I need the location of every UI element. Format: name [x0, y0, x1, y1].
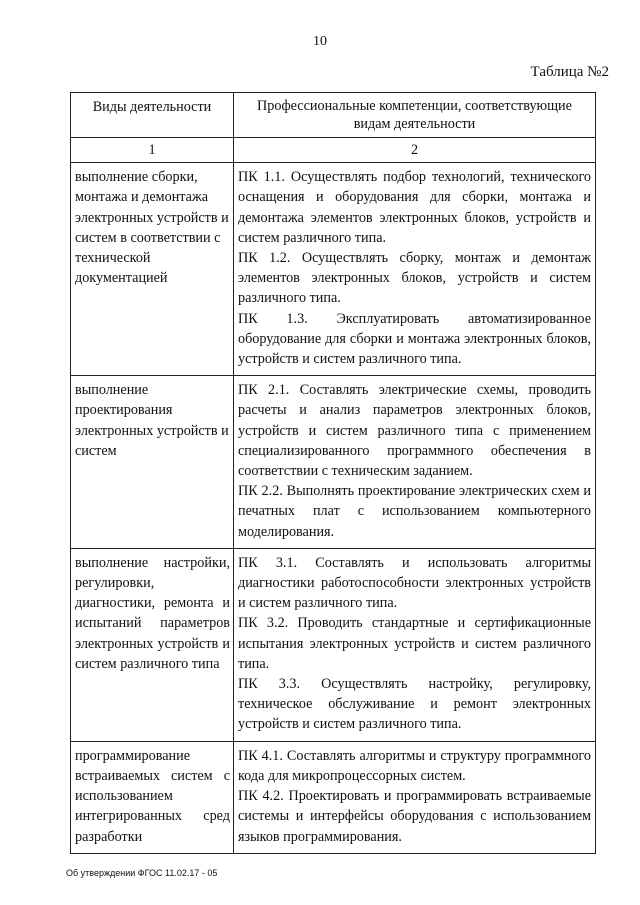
activity-cell: выполнение настройки, регулировки, диагностики, ремонта и испытаний параметров электронных устройств и систем различного типа — [71, 548, 234, 741]
table-row — [71, 548, 596, 741]
activity-cell: программирование встраиваемых систем с использованием интегрированных сред разработки — [71, 741, 234, 853]
competencies-cell — [234, 163, 596, 376]
competency-item: ПК 3.2. Проводить стандартные и сертификационные испытания электронных устройств и систем различного типа. — [238, 615, 591, 672]
page-number: 10 — [313, 34, 327, 49]
table-caption: Таблица №2 — [530, 64, 609, 80]
competencies-cell — [234, 376, 596, 549]
column-number-2: 2 — [234, 138, 596, 163]
document-footer: Об утверждении ФГОС 11.02.17 - 05 — [66, 868, 218, 878]
table-row — [71, 376, 596, 549]
header-competencies: Профессиональные компетенции, соответствующие видам деятельности — [234, 93, 596, 138]
competency-item: ПК 4.1. Составлять алгоритмы и структуру программного кода для микропроцессорных систем. — [238, 747, 591, 784]
competencies-cell — [234, 741, 596, 853]
column-number-1: 1 — [71, 138, 234, 163]
competency-item: ПК 3.1. Составлять и использовать алгоритмы диагностики работоспособности электронных устройств и систем различного типа. — [238, 554, 591, 612]
header-activity: Виды деятельности — [71, 93, 234, 138]
competency-table — [70, 92, 596, 854]
competency-item: ПК 2.2. Выполнять проектирование электрических схем и печатных плат с использованием компьютерного моделирования. — [238, 483, 591, 540]
activity-cell: выполнение проектирования электронных устройств и систем — [71, 376, 234, 549]
header-row — [71, 93, 596, 138]
competency-item: ПК 1.3. Эксплуатировать автоматизированное оборудование для сборки и монтажа электронных блоков, устройств и систем различного типа. — [238, 310, 591, 368]
competencies-cell — [234, 548, 596, 741]
competency-item: ПК 2.1. Составлять электрические схемы, проводить расчеты и анализ параметров электронных блоков, устройств и систем различного типа с применением специализированного программного обеспечения в соответствии с техническим заданием. — [238, 382, 591, 480]
competency-item: ПК 3.3. Осуществлять настройку, регулировку, техническое обслуживание и ремонт электронных устройств и систем различного типа. — [238, 676, 591, 733]
table-row — [71, 741, 596, 853]
column-number-row — [71, 138, 596, 163]
competency-item: ПК 4.2. Проектировать и программировать встраиваемые системы и интерфейсы оборудования с использованием языков программирования. — [238, 788, 591, 845]
competency-item: ПК 1.1. Осуществлять подбор технологий, технического оснащения и оборудования для сборки, монтажа и демонтажа элементов электронных блоков, устройств и систем различного типа. — [238, 169, 591, 246]
table-row — [71, 163, 596, 376]
competency-item: ПК 1.2. Осуществлять сборку, монтаж и демонтаж элементов электронных блоков, устройств и систем различного типа. — [238, 250, 591, 307]
activity-cell: выполнение сборки, монтажа и демонтажа электронных устройств и систем в соответствии с технической документацией — [71, 163, 234, 376]
